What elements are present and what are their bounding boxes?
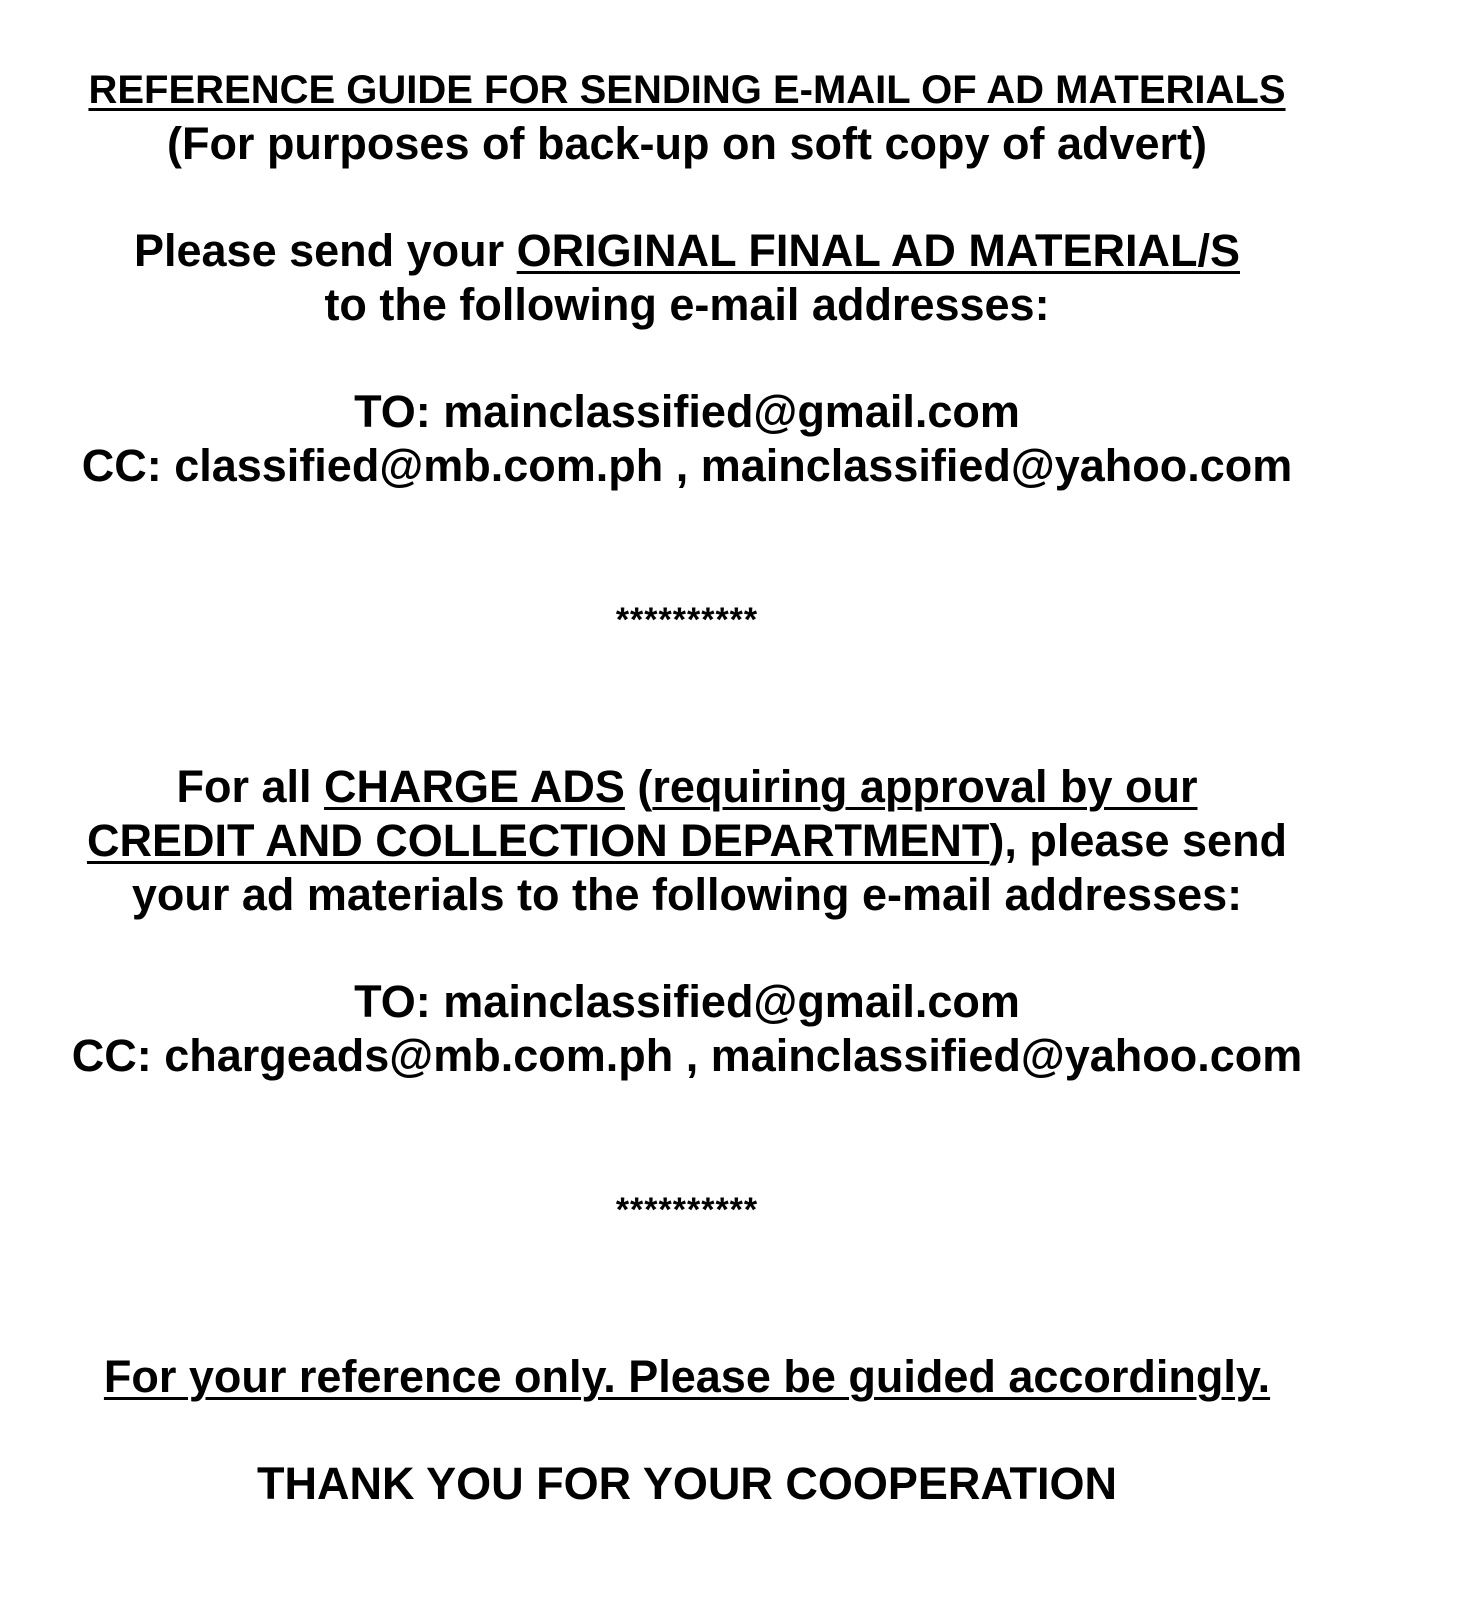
page-title [0,70,1374,110]
reference-note [0,1351,1374,1402]
section2-line1-prefix: For all [176,761,325,812]
section1-to-line: TO: mainclassified@gmail.com [354,386,1020,437]
section2-line2 [0,815,1374,866]
separator-2: ********** [615,1191,759,1229]
thank-you-message: THANK YOU FOR YOUR COOPERATION [256,1458,1118,1509]
section1-intro-prefix: Please send your [133,225,517,276]
reference-note-text: For your reference only. Please be guided accordingly. [103,1351,1271,1402]
section1-cc-line: CC: classified@mb.com.ph , mainclassified@yahoo.com [81,440,1293,491]
section2-department: CREDIT AND COLLECTION DEPARTMENT [86,815,990,866]
section2-charge-ads: CHARGE ADS [324,761,625,812]
page-subtitle: (For purposes of back-up on soft copy of advert) [166,118,1208,169]
section2-line1 [0,761,1374,812]
section1-intro-emphasis: ORIGINAL FINAL AD MATERIAL/S [516,225,1240,276]
section2-approval: requiring approval by our [652,761,1198,812]
section1-intro-line2: to the following e-mail addresses: [324,279,1050,330]
section1-intro [0,225,1374,276]
section2-line3: your ad materials to the following e-mail addresses: [131,869,1243,920]
separator-1: ********** [615,601,759,639]
page-title-text: REFERENCE GUIDE FOR SENDING E-MAIL OF AD MATERIALS [88,68,1286,112]
section2-paren-open: ( [624,761,653,812]
section2-line2-suffix: ), please send [989,815,1288,866]
section2-to-line: TO: mainclassified@gmail.com [354,976,1020,1027]
section2-cc-line: CC: chargeads@mb.com.ph , mainclassified@yahoo.com [71,1030,1303,1081]
